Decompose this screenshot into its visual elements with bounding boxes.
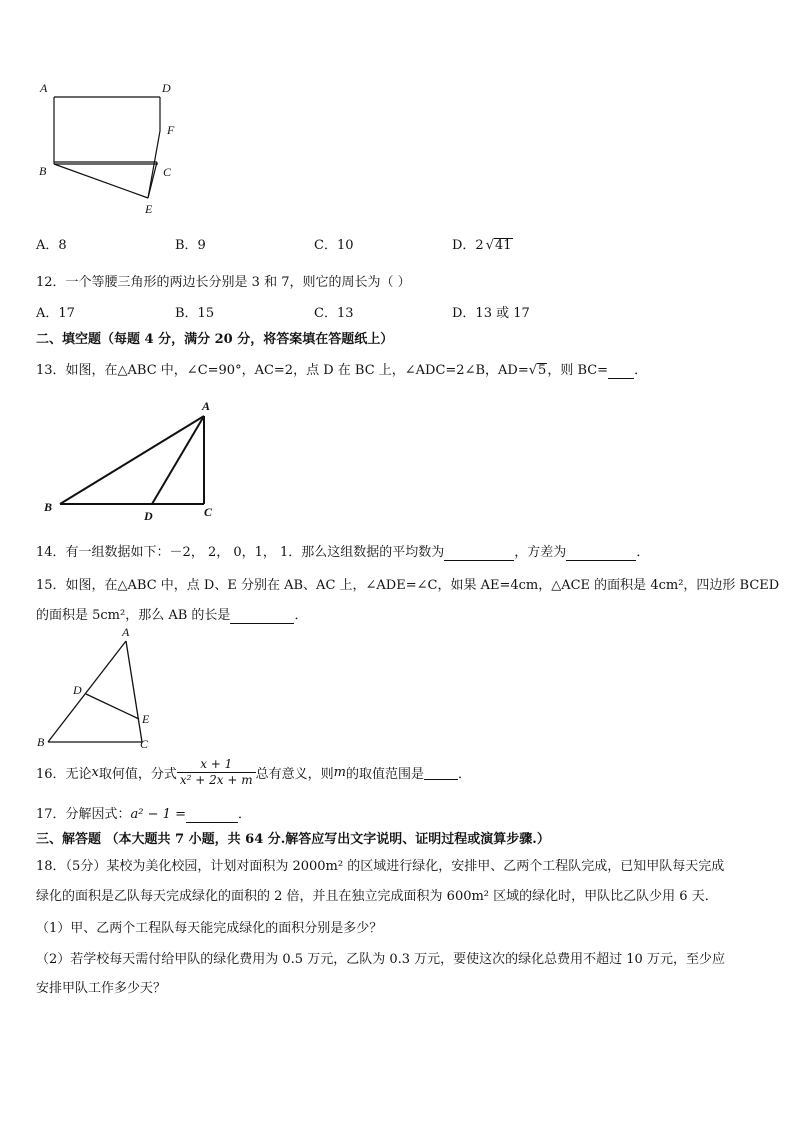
- q16-fraction: [177, 757, 256, 788]
- q15-line2: [36, 604, 307, 624]
- q13-stem-a: 13．如图，在△ABC 中，∠C=90°，AC=2，点 D 在 BC 上，∠ADC=2∠B，AD=: [36, 363, 529, 378]
- q17-text-b: ．: [237, 807, 251, 822]
- q16-answer-blank: [424, 764, 458, 780]
- q11-option-d-prefix: D．2: [452, 238, 484, 253]
- q11-figure: [30, 78, 190, 220]
- label-B: B: [44, 500, 53, 514]
- q13-answer-blank: [608, 363, 634, 379]
- q16-text-a: 16．无论: [36, 766, 92, 782]
- q11-option-a: A．8: [36, 238, 67, 253]
- q16-text-e: ．: [458, 766, 472, 782]
- label-A: A: [202, 399, 211, 413]
- label-B: B: [39, 164, 47, 178]
- q17-stem: [36, 803, 251, 823]
- q16-var-x: x: [91, 764, 99, 780]
- q12-option-a: A．17: [36, 306, 75, 321]
- q12-option-b: B．15: [175, 306, 215, 321]
- q13-end: ．: [634, 363, 648, 378]
- q13-stem-b: ，则 BC=: [547, 363, 609, 378]
- q18-line2: 绿化的面积是乙队每天完成绿化的面积的 2 倍，并且在独立完成面积为 600m² 区域的绿化时，甲队比乙队少用 6 天．: [36, 889, 718, 904]
- q18-sub2-line1: （2）若学校每天需付给甲队的绿化费用为 0.5 万元，乙队为 0.3 万元，要使这次的绿化总费用不超过 10 万元，至少应: [36, 952, 725, 967]
- label-E: E: [145, 202, 153, 216]
- q16-text-d: 的取值范围是: [345, 766, 424, 782]
- q12-option-d: D．13 或 17: [452, 306, 530, 321]
- label-C: C: [204, 505, 213, 519]
- q16-denominator: x² + 2x + m: [179, 772, 253, 787]
- label-D: D: [162, 81, 171, 95]
- q14-text-a: 14．有一组数据如下：－2， 2， 0，1， 1．那么这组数据的平均数为: [36, 545, 445, 560]
- q14-mean-blank: [444, 545, 514, 561]
- label-C: C: [140, 737, 149, 751]
- q18-sub1: （1）甲、乙两个工程队每天能完成绿化的面积分别是多少？: [36, 921, 383, 936]
- q16-numerator: x + 1: [177, 757, 256, 773]
- q15-line1: 15．如图，在△ABC 中，点 D、E 分别在 AB、AC 上，∠ADE=∠C，如果 AE=4cm，△ACE 的面积是 4cm²，四边形 BCED: [36, 578, 780, 593]
- q14-text-c: ．: [636, 545, 650, 560]
- q16-stem: [36, 753, 471, 791]
- q11-option-d-radicand: 41: [495, 238, 512, 253]
- label-C: C: [163, 165, 172, 179]
- q11-option-c: C．10: [314, 238, 354, 253]
- label-F: F: [167, 123, 175, 137]
- q14-text-b: ，方差为: [514, 545, 567, 560]
- q13-radicand: 5: [538, 363, 547, 378]
- q16-text-b: 取何值，分式: [98, 766, 177, 782]
- q12-stem: 12．一个等腰三角形的两边长分别是 3 和 7，则它的周长为（ ）: [36, 275, 411, 290]
- q17-answer-blank: [186, 807, 238, 823]
- q14-stem: [36, 541, 649, 561]
- q13-stem: 13．如图，在△ABC 中，∠C=90°，AC=2，点 D 在 BC 上，∠ADC=2∠B，AD=√5，则 BC= ．: [36, 363, 648, 378]
- q17-text-a: 17．分解因式：: [36, 807, 131, 822]
- q14-variance-blank: [566, 545, 636, 561]
- q11-option-b: B．9: [175, 238, 206, 253]
- label-E: E: [142, 712, 150, 726]
- label-D: D: [144, 509, 153, 523]
- label-A: A: [40, 81, 48, 95]
- q15-text-b: ．: [294, 608, 308, 623]
- q15-answer-blank: [230, 608, 294, 624]
- section3-title: 三、解答题 （本大题共 7 小题，共 64 分.解答应写出文字说明、证明过程或演算步骤.）: [36, 832, 550, 847]
- q15-figure: [30, 625, 170, 753]
- q18-line1: 18．（5分）某校为美化校园，计划对面积为 2000m² 的区域进行绿化，安排甲、乙两个工程队完成，已知甲队每天完成: [36, 859, 725, 874]
- q12-option-c: C．13: [314, 306, 354, 321]
- label-D: D: [73, 683, 82, 697]
- q11-option-d: D．2 √41: [452, 238, 512, 253]
- q13-figure: [36, 396, 236, 526]
- label-B: B: [37, 735, 45, 749]
- q18-sub2-line2: 安排甲队工作多少天？: [36, 981, 167, 996]
- q17-expression: a² − 1 =: [130, 807, 186, 822]
- q16-text-c: 总有意义，则: [255, 766, 334, 782]
- q16-var-m: m: [333, 764, 346, 780]
- q15-text-a: 的面积是 5cm²，那么 AB 的长是: [36, 608, 231, 623]
- label-A: A: [122, 625, 130, 639]
- section2-title: 二、填空题（每题 4 分，满分 20 分，将答案填在答题纸上）: [36, 332, 394, 347]
